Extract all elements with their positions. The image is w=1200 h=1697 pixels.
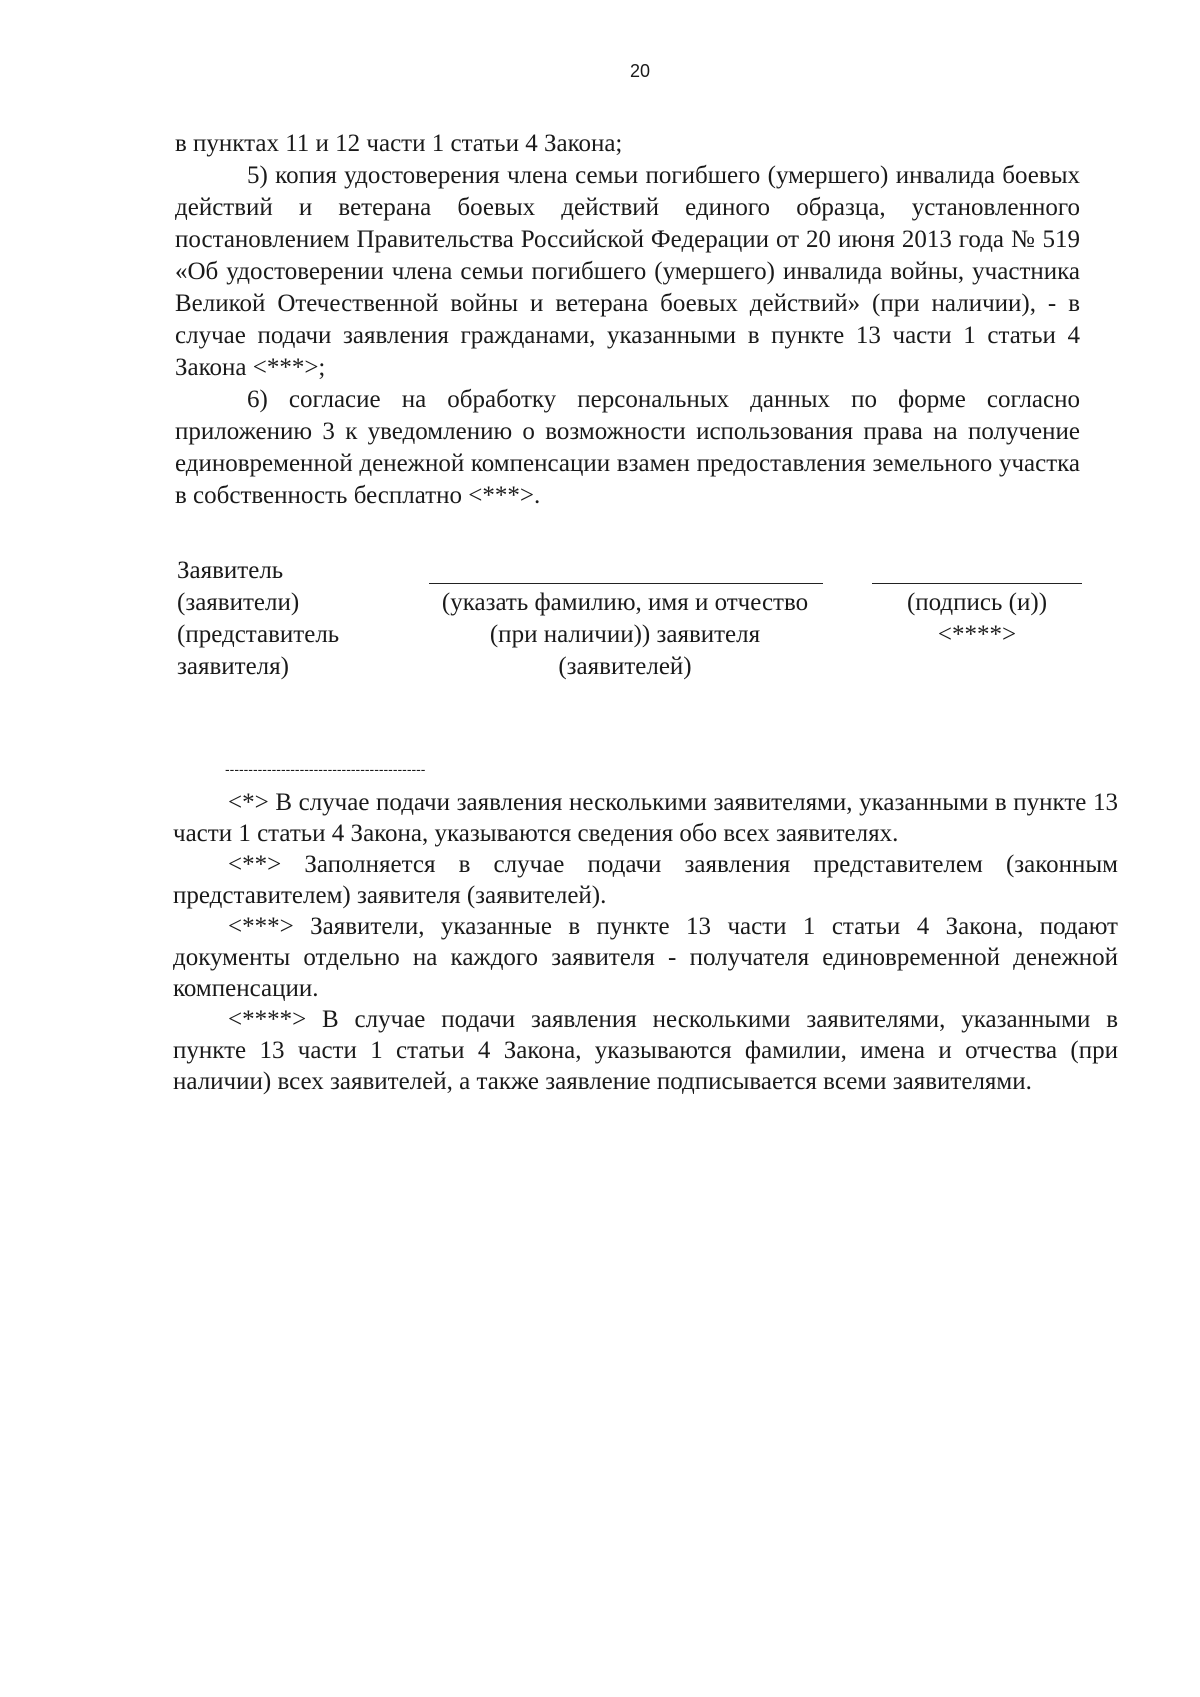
name-caption-line: (при наличии)) заявителя [489,621,761,648]
paragraph-continuation: в пунктах 11 и 12 части 1 статьи 4 Закона; [175,130,623,157]
paragraph-item-6: 6) согласие на обработку персональных данных по форме согласно приложению 3 к уведомлению о возможности использования права на получение единовременной денежной компенсации взамен предоставления земельного участка в собственность бесплатно <***>. [175,386,1080,509]
footnote-4: <****> В случае подачи заявления несколькими заявителями, указанными в пункте 13 части 1 статьи 4 Закона, указываются фамилии, имена и отчества (при наличии) всех заявителей, а также заявление подписывается всеми заявителями. [173,1006,1118,1095]
signature-caption-line: (подпись (и)) [906,589,1048,616]
signature-field [872,587,1082,651]
signature-caption-line: <****> [937,621,1017,648]
footnote-1: <*> В случае подачи заявления несколькими заявителями, указанными в пункте 13 части 1 статьи 4 Закона, указываются сведения обо всех заявителях. [173,789,1118,847]
signature-underline [872,583,1082,584]
applicant-label-line: заявителя) [177,653,289,680]
footnotes [173,787,1118,1097]
page-number: 20 [629,61,651,81]
applicant-label-line: Заявитель [177,557,284,584]
body-text [175,128,1080,512]
applicant-label-line: (представитель [177,621,340,648]
name-caption-line: (заявителей) [558,653,692,680]
footnote-separator: ------------------------------------------- [225,762,426,776]
paragraph-item-5: 5) копия удостоверения члена семьи погибшего (умершего) инвалида боевых действий и ветерана боевых действий единого образца, установленного постановлением Правительства Российской Федерации от 20 июня 2013 года № 519 «Об удостоверении члена семьи погибшего (умершего) инвалида войны, участника Великой Отечественной войны и ветерана боевых действий» (при наличии), - в случае подачи заявления гражданами, указанными в пункте 13 части 1 статьи 4 Закона <***>; [175,162,1080,381]
name-field [425,587,825,683]
name-underline [429,583,823,584]
name-caption-line: (указать фамилию, имя и отчество [441,589,809,616]
footnote-2: <**> Заполняется в случае подачи заявления представителем (законным представителем) заявителя (заявителей). [173,851,1118,909]
applicant-label-line: (заявители) [177,589,300,616]
signature-block [0,555,1200,695]
footnote-3: <***> Заявители, указанные в пункте 13 части 1 статьи 4 Закона, подают документы отдельно на каждого заявителя - получателя единовременной денежной компенсации. [173,913,1118,1002]
applicant-label [177,555,397,683]
